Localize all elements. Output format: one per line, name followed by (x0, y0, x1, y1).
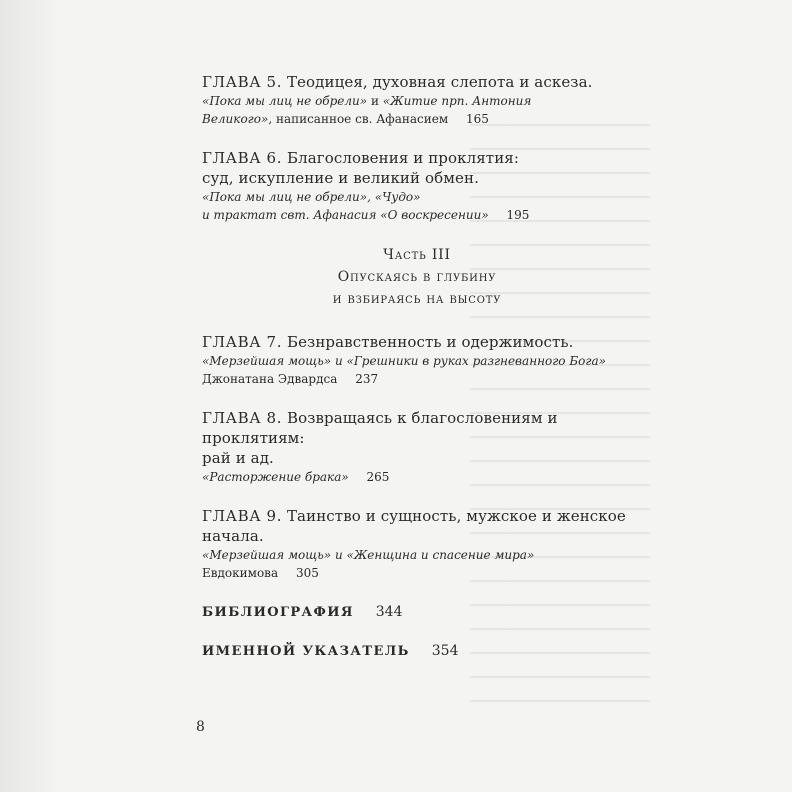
page-edge-shadow (0, 0, 60, 792)
page-ref: 305 (295, 566, 319, 580)
toc-entry-chapter-5: ГЛАВА 5. Теодицея, духовная слепота и аскеза. «Пока мы лиц не обрели» и «Житие прп. Антония Великого», написанное св. Афанасием 165 (202, 73, 593, 126)
chapter-label: ГЛАВА 6. (202, 149, 283, 167)
toc-entry-chapter-7: ГЛАВА 7. Безнравственность и одержимость. «Мерзейшая мощь» и «Грешники в руках разгневанного Бога» Джонатана Эдвардса 237 (202, 333, 606, 386)
chapter-title: Возвращаясь к благословениям и проклятиям: (202, 409, 558, 447)
page-ref: 354 (431, 643, 459, 659)
chapter-label: ГЛАВА 9. (202, 507, 283, 525)
chapter-label: ГЛАВА 7. (202, 333, 283, 351)
back-matter-label: БИБЛИОГРАФИЯ (202, 605, 354, 620)
chapter-title: Таинство и сущность, мужское и женское (286, 507, 626, 525)
chapter-label: ГЛАВА 5. (202, 73, 283, 91)
page-ref: 344 (375, 604, 403, 620)
chapter-title-continued: начала. (202, 527, 264, 545)
chapter-title: Теодицея, духовная слепота и аскеза. (286, 73, 593, 91)
chapter-subtitle-line: «Мерзейшая мощь» и «Женщина и спасение мира» (202, 548, 535, 562)
page-ref: 165 (465, 112, 489, 126)
chapter-subtitle-line: «Расторжение брака» (202, 470, 349, 484)
page-ref: 195 (506, 208, 530, 222)
chapter-title-continued: рай и ад. (202, 449, 274, 467)
chapter-subtitle-line: «Пока мы лиц не обрели» (202, 94, 368, 108)
chapter-title: Благословения и проклятия: (286, 149, 520, 167)
table-of-contents (202, 72, 632, 680)
chapter-subtitle-line: «Мерзейшая мощь» и «Грешники в руках разгневанного Бога» (202, 354, 606, 368)
toc-entry-chapter-8 (202, 408, 632, 486)
toc-entry-index (202, 641, 632, 662)
toc-entry-chapter-6: ГЛАВА 6. Благословения и проклятия: суд, искупление и великий обмен. «Пока мы лиц не обрели», «Чудо» и трактат свт. Афанасия «О воскресении» 195 (202, 148, 632, 224)
page-number: 8 (196, 719, 205, 735)
toc-entry-chapter-9: ГЛАВА 9. Таинство и сущность, мужское и женское начала. «Мерзейшая мощь» и «Женщина и спасение мира» Евдокимова 305 (202, 506, 632, 582)
part-subtitle: Опускаясь в глубину (337, 269, 497, 285)
toc-entry-bibliography (202, 602, 632, 623)
page-ref: 265 (366, 470, 390, 484)
chapter-label: ГЛАВА 8. (202, 409, 283, 427)
page-ref: 237 (355, 372, 379, 386)
part-title: Часть III (383, 247, 451, 263)
part-heading (202, 244, 632, 310)
part-subtitle: и взбираясь на высоту (332, 291, 502, 307)
chapter-title: Безнравственность и одержимость. (286, 333, 574, 351)
chapter-title-continued: суд, искупление и великий обмен. (202, 169, 479, 187)
back-matter-label: ИМЕННОЙ УКАЗАТЕЛЬ (202, 644, 410, 659)
